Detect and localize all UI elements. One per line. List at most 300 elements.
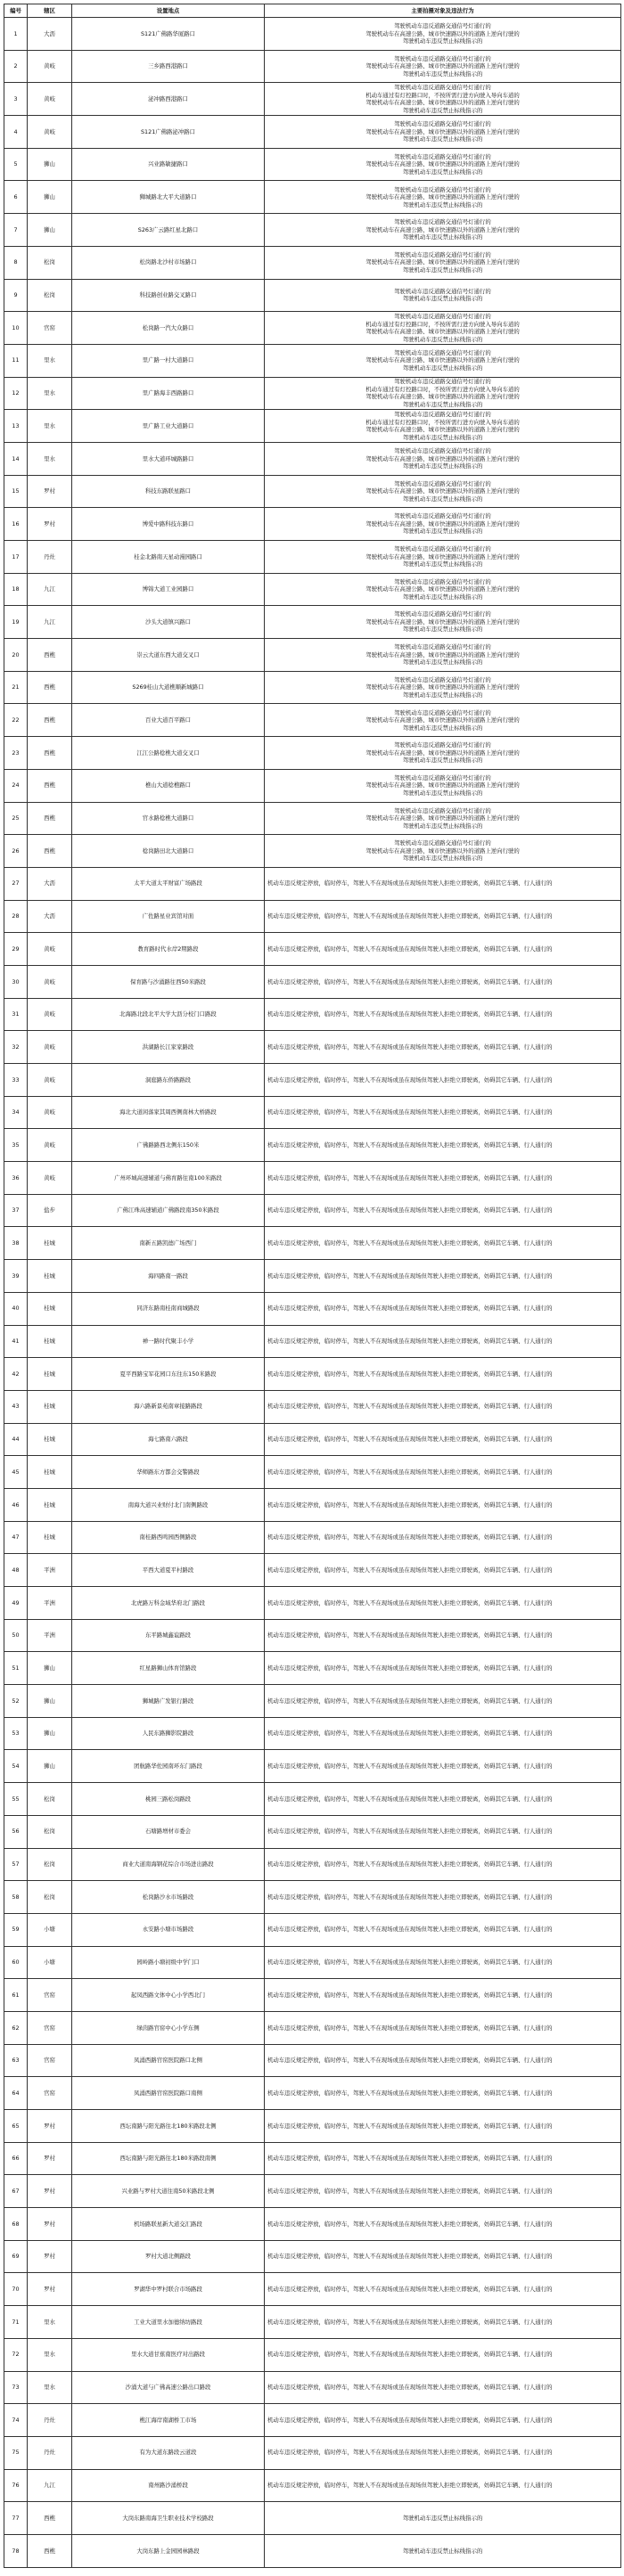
row-district: 黄岐 [28, 1096, 72, 1129]
table-row [4, 900, 621, 933]
row-location: S121广佛路华厦路口 [72, 18, 265, 51]
row-district: 罗村 [28, 508, 72, 541]
row-behavior: 驾驶机动车违反道路交通信号灯通行的 机动车通过有灯控路口时，不按所需行进方向驶入导向车道的 驾驶机动车在高速公路、城市快速路以外的道路上逆向行驶的 驾驶机动车违反禁止标线指示的 [265, 410, 621, 443]
row-district: 西樵 [28, 769, 72, 802]
table-row [4, 1096, 621, 1129]
row-district: 里水 [28, 2306, 72, 2339]
table-row [4, 1227, 621, 1260]
row-district: 桂城 [28, 1292, 72, 1325]
row-behavior: 驾驶机动车违反道路交通信号灯通行的 驾驶机动车在高速公路、城市快速路以外的道路上逆向行驶的 驾驶机动车违反禁止标线指示的 [265, 671, 621, 704]
row-district: 狮山 [28, 1750, 72, 1783]
row-district: 里水 [28, 410, 72, 443]
row-behavior: 驾驶机动车违反道路交通信号灯通行的 驾驶机动车在高速公路、城市快速路以外的道路上逆向行驶的 驾驶机动车违反禁止标线指示的 [265, 606, 621, 639]
row-number: 36 [4, 1162, 28, 1195]
row-district: 官窑 [28, 2044, 72, 2077]
row-number: 72 [4, 2338, 28, 2371]
row-behavior: 机动车违反规定停放，临时停车，驾驶人不在现场或虽在现场但驾驶人拒绝立即驶离，妨碍其它车辆、行人通行的 [265, 2142, 621, 2175]
row-behavior: 机动车违反规定停放，临时停车，驾驶人不在现场或虽在现场但驾驶人拒绝立即驶离，妨碍其它车辆、行人通行的 [265, 1292, 621, 1325]
row-number: 45 [4, 1456, 28, 1489]
row-district: 桂城 [28, 1358, 72, 1391]
row-number: 23 [4, 737, 28, 770]
row-behavior: 机动车违反规定停放，临时停车，驾驶人不在现场或虽在现场但驾驶人拒绝立即驶离，妨碍其它车辆、行人通行的 [265, 1979, 621, 2012]
table-row [4, 1423, 621, 1456]
row-district: 里水 [28, 344, 72, 377]
row-number: 16 [4, 508, 28, 541]
row-district: 平洲 [28, 1554, 72, 1587]
row-location: 里广路海丰西路路口 [72, 377, 265, 410]
row-location: 桂金北路南天星动漫园路口 [72, 541, 265, 574]
row-district: 西樵 [28, 671, 72, 704]
table-row [4, 802, 621, 835]
row-number: 43 [4, 1390, 28, 1423]
row-location: 机场路联星新大道交汇路段 [72, 2208, 265, 2241]
row-behavior: 机动车违反规定停放，临时停车，驾驶人不在现场或虽在现场但驾驶人拒绝立即驶离，妨碍其它车辆、行人通行的 [265, 2240, 621, 2273]
row-number: 76 [4, 2469, 28, 2502]
row-number: 32 [4, 1031, 28, 1064]
row-number: 65 [4, 2110, 28, 2143]
row-location: 兴业路与罗村大道往南50米路段北侧 [72, 2175, 265, 2208]
row-location: 广佛路路西北侧东150米 [72, 1129, 265, 1162]
row-district: 罗村 [28, 2273, 72, 2306]
table-row [4, 116, 621, 149]
table-row [4, 2534, 621, 2567]
row-location: 华师路东方都会交警路段 [72, 1456, 265, 1489]
row-behavior: 机动车违反规定停放，临时停车，驾驶人不在现场或虽在现场但驾驶人拒绝立即驶离，妨碍其它车辆、行人通行的 [265, 1227, 621, 1260]
table-row [4, 2044, 621, 2077]
row-number: 24 [4, 769, 28, 802]
table-body [4, 18, 621, 2568]
table-row [4, 998, 621, 1031]
table-row [4, 1587, 621, 1620]
row-location: 桃园三路松岗路段 [72, 1783, 265, 1816]
row-behavior: 驾驶机动车违反道路交通信号灯通行的 驾驶机动车在高速公路、城市快速路以外的道路上逆向行驶的 驾驶机动车违反禁止标线指示的 [265, 737, 621, 770]
header-behavior: 主要拍摄对象及违法行为 [265, 4, 621, 18]
row-location: 太平大道太平财富广场路段 [72, 867, 265, 900]
row-number: 58 [4, 1881, 28, 1914]
row-district: 黄岐 [28, 1162, 72, 1195]
row-behavior: 机动车违反规定停放，临时停车，驾驶人不在现场或虽在现场但驾驶人拒绝立即驶离，妨碍其它车辆、行人通行的 [265, 2273, 621, 2306]
row-location: 北海路北段北平大学大沥分校门口路段 [72, 998, 265, 1031]
row-district: 松岗 [28, 1783, 72, 1816]
row-behavior: 机动车违反规定停放，临时停车，驾驶人不在现场或虽在现场但驾驶人拒绝立即驶离，妨碍其它车辆、行人通行的 [265, 1717, 621, 1750]
row-behavior: 驾驶机动车违反道路交通信号灯通行的 驾驶机动车在高速公路、城市快速路以外的道路上逆向行驶的 驾驶机动车违反禁止标线指示的 [265, 246, 621, 279]
row-district: 大沥 [28, 867, 72, 900]
row-number: 7 [4, 214, 28, 247]
row-number: 69 [4, 2240, 28, 2273]
row-behavior: 机动车违反规定停放，临时停车，驾驶人不在现场或虽在现场但驾驶人拒绝立即驶离，妨碍其它车辆、行人通行的 [265, 1260, 621, 1293]
table-row [4, 1717, 621, 1750]
row-location: S269桂山大道樵顺新城路口 [72, 671, 265, 704]
row-location: 兴业路敏捷路口 [72, 148, 265, 181]
row-district: 黄岐 [28, 83, 72, 116]
row-number: 18 [4, 573, 28, 606]
row-location: S263广云路红星北路口 [72, 214, 265, 247]
row-behavior: 驾驶机动车违反道路交通信号灯通行的 驾驶机动车在高速公路、城市快速路以外的道路上逆向行驶的 驾驶机动车违反禁止标线指示的 [265, 835, 621, 868]
row-location: 松岗路沙水市场路段 [72, 1881, 265, 1914]
table-row [4, 1488, 621, 1521]
row-behavior: 驾驶机动车违反道路交通信号灯通行的 驾驶机动车在高速公路、城市快速路以外的道路上逆向行驶的 驾驶机动车违反禁止标线指示的 [265, 116, 621, 149]
row-location: 博爱中路科技东路口 [72, 508, 265, 541]
row-behavior: 机动车违反规定停放，临时停车，驾驶人不在现场或虽在现场但驾驶人拒绝立即驶离，妨碍其它车辆、行人通行的 [265, 1881, 621, 1914]
table-row [4, 2110, 621, 2143]
table-row [4, 1325, 621, 1358]
row-number: 59 [4, 1913, 28, 1946]
row-location: 工业大道里水加德纳坊路段 [72, 2306, 265, 2339]
row-location: 里广路工业大道路口 [72, 410, 265, 443]
table-row [4, 737, 621, 770]
row-district: 官窑 [28, 2077, 72, 2110]
row-location: 科技路创业路交叉路口 [72, 279, 265, 312]
row-behavior: 驾驶机动车违反道路交通信号灯通行的 机动车通过有灯控路口时，不按所需行进方向驶入导向车道的 驾驶机动车在高速公路、城市快速路以外的道路上逆向行驶的 驾驶机动车违反禁止标线指示的 [265, 377, 621, 410]
row-behavior: 机动车违反规定停放，临时停车，驾驶人不在现场或虽在现场但驾驶人拒绝立即驶离，妨碍其它车辆、行人通行的 [265, 1162, 621, 1195]
row-number: 61 [4, 1979, 28, 2012]
row-district: 里水 [28, 2371, 72, 2404]
row-behavior: 机动车违反规定停放，临时停车，驾驶人不在现场或虽在现场但驾驶人拒绝立即驶离，妨碍其它车辆、行人通行的 [265, 867, 621, 900]
row-district: 里水 [28, 377, 72, 410]
row-number: 29 [4, 933, 28, 966]
row-district: 桂城 [28, 1521, 72, 1554]
table-row [4, 2011, 621, 2044]
row-number: 51 [4, 1652, 28, 1685]
table-row [4, 1685, 621, 1718]
row-behavior: 机动车违反规定停放，临时停车，驾驶人不在现场或虽在现场但驾驶人拒绝立即驶离，妨碍其它车辆、行人通行的 [265, 2044, 621, 2077]
row-number: 5 [4, 148, 28, 181]
table-row [4, 1815, 621, 1848]
row-number: 11 [4, 344, 28, 377]
table-row [4, 933, 621, 966]
row-number: 52 [4, 1685, 28, 1718]
row-behavior: 机动车违反规定停放，临时停车，驾驶人不在现场或虽在现场但驾驶人拒绝立即驶离，妨碍其它车辆、行人通行的 [265, 1456, 621, 1489]
row-district: 黄岐 [28, 1031, 72, 1064]
row-number: 74 [4, 2404, 28, 2437]
header-num: 编号 [4, 4, 28, 18]
table-row [4, 1913, 621, 1946]
row-behavior: 机动车违反规定停放，临时停车，驾驶人不在现场或虽在现场但驾驶人拒绝立即驶离，妨碍其它车辆、行人通行的 [265, 900, 621, 933]
table-row [4, 639, 621, 672]
table-row [4, 1031, 621, 1064]
table-row [4, 2142, 621, 2175]
row-location: 西坛南路与阳光路往北180米路段南侧 [72, 2142, 265, 2175]
row-location: 泌冲路西港路口 [72, 83, 265, 116]
row-location: 科技东路联星路口 [72, 475, 265, 508]
row-location: 团航路华佐园南环东门路段 [72, 1750, 265, 1783]
row-number: 9 [4, 279, 28, 312]
row-location: 樵山大道稔樵路口 [72, 769, 265, 802]
row-district: 官窑 [28, 2011, 72, 2044]
row-location: 百业大道百平路口 [72, 704, 265, 737]
row-behavior: 机动车违反规定停放，临时停车，驾驶人不在现场或虽在现场但驾驶人拒绝立即驶离，妨碍其它车辆、行人通行的 [265, 2306, 621, 2339]
row-behavior: 驾驶机动车违反道路交通信号灯通行的 机动车通过有灯控路口时，不按所需行进方向驶入导向车道的 驾驶机动车在高速公路、城市快速路以外的道路上逆向行驶的 驾驶机动车违反禁止标线指示的 [265, 83, 621, 116]
row-number: 62 [4, 2011, 28, 2044]
table-row [4, 1162, 621, 1195]
row-district: 平洲 [28, 1587, 72, 1620]
row-district: 罗村 [28, 2142, 72, 2175]
row-behavior: 驾驶机动车违反道路交通信号灯通行的 驾驶机动车在高速公路、城市快速路以外的道路上逆向行驶的 驾驶机动车违反禁止标线指示的 [265, 475, 621, 508]
table-row [4, 1292, 621, 1325]
row-number: 42 [4, 1358, 28, 1391]
table-row [4, 2404, 621, 2437]
table-row [4, 2306, 621, 2339]
table-row [4, 1064, 621, 1097]
row-behavior: 机动车违反规定停放，临时停车，驾驶人不在现场或虽在现场但驾驶人拒绝立即驶离，妨碍其它车辆、行人通行的 [265, 1554, 621, 1587]
table-row [4, 344, 621, 377]
row-location: 罗湖华中罗村联合市场路段 [72, 2273, 265, 2306]
table-row [4, 1750, 621, 1783]
table-row [4, 1848, 621, 1881]
row-location: 洞庭路东侨路路段 [72, 1064, 265, 1097]
table-row [4, 1456, 621, 1489]
row-behavior: 机动车违反规定停放，临时停车，驾驶人不在现场或虽在现场但驾驶人拒绝立即驶离，妨碍其它车辆、行人通行的 [265, 2436, 621, 2469]
table-row [4, 965, 621, 998]
row-number: 63 [4, 2044, 28, 2077]
row-district: 西樵 [28, 2534, 72, 2567]
row-number: 1 [4, 18, 28, 51]
row-behavior: 驾驶机动车违反道路交通信号灯通行的 驾驶机动车在高速公路、城市快速路以外的道路上逆向行驶的 驾驶机动车违反禁止标线指示的 [265, 442, 621, 475]
row-number: 27 [4, 867, 28, 900]
row-behavior: 驾驶机动车违反道路交通信号灯通行的 驾驶机动车在高速公路、城市快速路以外的道路上逆向行驶的 驾驶机动车违反禁止标线指示的 [265, 18, 621, 51]
row-behavior: 驾驶机动车违反道路交通信号灯通行的 驾驶机动车在高速公路、城市快速路以外的道路上逆向行驶的 驾驶机动车违反禁止标线指示的 [265, 802, 621, 835]
row-number: 55 [4, 1783, 28, 1816]
table-row [4, 18, 621, 51]
row-district: 黄岐 [28, 116, 72, 149]
row-district: 九江 [28, 573, 72, 606]
row-location: 凤涌西路官窑医院路口南侧 [72, 2077, 265, 2110]
row-location: 狮城路广发银行路段 [72, 1685, 265, 1718]
row-number: 40 [4, 1292, 28, 1325]
row-location: 海北大道闲落家其周西侧南林大桥路段 [72, 1096, 265, 1129]
row-location: 起凤西路文体中心小学西北门 [72, 1979, 265, 2012]
row-location: 同济东路南桂南商城路段 [72, 1292, 265, 1325]
row-number: 41 [4, 1325, 28, 1358]
table-row [4, 541, 621, 574]
row-behavior: 驾驶机动车违反道路交通信号灯通行的 驾驶机动车在高速公路、城市快速路以外的道路上逆向行驶的 驾驶机动车违反禁止标线指示的 [265, 344, 621, 377]
row-district: 松岗 [28, 279, 72, 312]
row-location: 平西大道夏平村路段 [72, 1554, 265, 1587]
row-district: 黄岐 [28, 933, 72, 966]
row-number: 25 [4, 802, 28, 835]
row-district: 桂城 [28, 1456, 72, 1489]
row-behavior: 机动车违反规定停放，临时停车，驾驶人不在现场或虽在现场但驾驶人拒绝立即驶离，妨碍其它车辆、行人通行的 [265, 1848, 621, 1881]
row-district: 罗村 [28, 2208, 72, 2241]
table-row [4, 1979, 621, 2012]
row-district: 黄岐 [28, 50, 72, 83]
row-location: 江江公路稔樵大道交叉口 [72, 737, 265, 770]
row-location: 商业大道南海钢花综合市场进出路段 [72, 1848, 265, 1881]
table-row [4, 181, 621, 214]
row-location: 南州路沙涌桥段 [72, 2469, 265, 2502]
row-location: 南桂路西鸣园西侧路段 [72, 1521, 265, 1554]
row-district: 罗村 [28, 2110, 72, 2143]
row-behavior: 机动车违反规定停放，临时停车，驾驶人不在现场或虽在现场但驾驶人拒绝立即驶离，妨碍其它车辆、行人通行的 [265, 1358, 621, 1391]
table-row [4, 2077, 621, 2110]
table-row [4, 1521, 621, 1554]
row-behavior: 驾驶机动车违反道路交通信号灯通行的 驾驶机动车在高速公路、城市快速路以外的道路上逆向行驶的 驾驶机动车违反禁止标线指示的 [265, 639, 621, 672]
row-behavior: 驾驶机动车违反道路交通信号灯通行的 驾驶机动车在高速公路、城市快速路以外的道路上逆向行驶的 驾驶机动车违反禁止标线指示的 [265, 508, 621, 541]
table-row [4, 2240, 621, 2273]
row-location: 东平路城鑫谊路段 [72, 1619, 265, 1652]
row-district: 桂城 [28, 1488, 72, 1521]
row-number: 68 [4, 2208, 28, 2241]
row-location: 海七路南六路段 [72, 1423, 265, 1456]
row-number: 67 [4, 2175, 28, 2208]
row-number: 64 [4, 2077, 28, 2110]
row-district: 黄岐 [28, 1129, 72, 1162]
row-behavior: 机动车违反规定停放，临时停车，驾驶人不在现场或虽在现场但驾驶人拒绝立即驶离，妨碍其它车辆、行人通行的 [265, 2110, 621, 2143]
row-number: 49 [4, 1587, 28, 1620]
row-district: 西樵 [28, 802, 72, 835]
row-district: 罗村 [28, 2175, 72, 2208]
row-number: 71 [4, 2306, 28, 2339]
row-behavior: 机动车违反规定停放，临时停车，驾驶人不在现场或虽在现场但驾驶人拒绝立即驶离，妨碍其它车辆、行人通行的 [265, 2371, 621, 2404]
row-location: 罗村大道北侧路段 [72, 2240, 265, 2273]
row-district: 九江 [28, 606, 72, 639]
row-number: 46 [4, 1488, 28, 1521]
table-row [4, 2469, 621, 2502]
row-district: 狮山 [28, 214, 72, 247]
row-location: 夏平西路宝军花园口东往东150米路段 [72, 1358, 265, 1391]
row-district: 里水 [28, 442, 72, 475]
row-behavior: 机动车违反规定停放，临时停车，驾驶人不在现场或虽在现场但驾驶人拒绝立即驶离，妨碍其它车辆、行人通行的 [265, 1750, 621, 1783]
table-row [4, 2175, 621, 2208]
row-district: 松岗 [28, 1881, 72, 1914]
row-location: 沙头大道镇兴路口 [72, 606, 265, 639]
row-location: 稔岗路田北大道路口 [72, 835, 265, 868]
row-district: 平洲 [28, 1619, 72, 1652]
row-number: 17 [4, 541, 28, 574]
row-behavior: 机动车违反规定停放，临时停车，驾驶人不在现场或虽在现场但驾驶人拒绝立即驶离，妨碍其它车辆、行人通行的 [265, 2175, 621, 2208]
row-behavior: 机动车违反规定停放，临时停车，驾驶人不在现场或虽在现场但驾驶人拒绝立即驶离，妨碍其它车辆、行人通行的 [265, 965, 621, 998]
table-row [4, 1619, 621, 1652]
row-behavior: 机动车违反规定停放，临时停车，驾驶人不在现场或虽在现场但驾驶人拒绝立即驶离，妨碍其它车辆、行人通行的 [265, 1325, 621, 1358]
row-district: 丹灶 [28, 541, 72, 574]
header-location: 设置地点 [72, 4, 265, 18]
row-number: 56 [4, 1815, 28, 1848]
row-district: 官窑 [28, 312, 72, 345]
table-row [4, 83, 621, 116]
row-number: 77 [4, 2502, 28, 2535]
row-location: 官水路稔樵大道路口 [72, 802, 265, 835]
row-location: 三乡路西港路口 [72, 50, 265, 83]
row-behavior: 机动车违反规定停放，临时停车，驾驶人不在现场或虽在现场但驾驶人拒绝立即驶离，妨碍其它车辆、行人通行的 [265, 1488, 621, 1521]
row-location: 狮城路北大平大道路口 [72, 181, 265, 214]
row-behavior: 驾驶机动车违反禁止标线指示的 [265, 2502, 621, 2535]
row-behavior: 机动车违反规定停放，临时停车，驾驶人不在现场或虽在现场但驾驶人拒绝立即驶离，妨碍其它车辆、行人通行的 [265, 933, 621, 966]
row-number: 73 [4, 2371, 28, 2404]
row-district: 里水 [28, 2338, 72, 2371]
table-row [4, 2338, 621, 2371]
row-behavior: 机动车违反规定停放，临时停车，驾驶人不在现场或虽在现场但驾驶人拒绝立即驶离，妨碍其它车辆、行人通行的 [265, 1619, 621, 1652]
table-row [4, 148, 621, 181]
row-number: 78 [4, 2534, 28, 2567]
table-row [4, 1390, 621, 1423]
row-number: 21 [4, 671, 28, 704]
row-number: 54 [4, 1750, 28, 1783]
row-location: 樵江海岸南湖桥工市场 [72, 2404, 265, 2437]
table-row [4, 704, 621, 737]
row-number: 57 [4, 1848, 28, 1881]
row-location: 大岗东路上金园园林路段 [72, 2534, 265, 2567]
row-behavior: 驾驶机动车违反道路交通信号灯通行的 驾驶机动车在高速公路、城市快速路以外的道路上逆向行驶的 驾驶机动车违反禁止标线指示的 [265, 573, 621, 606]
table-row [4, 2436, 621, 2469]
row-location: 西坛南路与阳光路往北180米路段北侧 [72, 2110, 265, 2143]
table-row [4, 50, 621, 83]
row-location: 海四路南一路段 [72, 1260, 265, 1293]
row-number: 30 [4, 965, 28, 998]
row-district: 桂城 [28, 1423, 72, 1456]
row-number: 3 [4, 83, 28, 116]
row-location: 凤涌西路官窑医院路口北侧 [72, 2044, 265, 2077]
table-row [4, 1260, 621, 1293]
table-row [4, 573, 621, 606]
row-number: 34 [4, 1096, 28, 1129]
row-district: 罗村 [28, 2240, 72, 2273]
row-behavior: 驾驶机动车违反道路交通信号灯通行的 驾驶机动车在高速公路、城市快速路以外的道路上逆向行驶的 驾驶机动车违反禁止标线指示的 [265, 148, 621, 181]
row-district: 丹灶 [28, 2436, 72, 2469]
row-location: 禅一路时代聚丰小学 [72, 1325, 265, 1358]
row-district: 桂城 [28, 1227, 72, 1260]
table-row [4, 1783, 621, 1816]
table-row [4, 279, 621, 312]
row-number: 22 [4, 704, 28, 737]
row-location: 绿茵路官窑中心小学东侧 [72, 2011, 265, 2044]
row-number: 12 [4, 377, 28, 410]
table-row [4, 410, 621, 443]
table-row [4, 1194, 621, 1227]
row-behavior: 机动车违反规定停放，临时停车，驾驶人不在现场或虽在现场但驾驶人拒绝立即驶离，妨碍其它车辆、行人通行的 [265, 1685, 621, 1718]
row-district: 黄岐 [28, 1064, 72, 1097]
row-behavior: 驾驶机动车违反道路交通信号灯通行的 驾驶机动车在高速公路、城市快速路以外的道路上逆向行驶的 驾驶机动车违反禁止标线指示的 [265, 704, 621, 737]
header-district: 辖区 [28, 4, 72, 18]
row-behavior: 驾驶机动车违反道路交通信号灯通行的 驾驶机动车在高速公路、城市快速路以外的道路上逆向行驶的 驾驶机动车违反禁止标线指示的 [265, 769, 621, 802]
table-row [4, 1881, 621, 1914]
row-number: 19 [4, 606, 28, 639]
row-location: S121广佛路泌冲路口 [72, 116, 265, 149]
row-district: 罗村 [28, 475, 72, 508]
table-row [4, 214, 621, 247]
row-behavior: 驾驶机动车违反道路交通信号灯通行的 驾驶机动车在高速公路、城市快速路以外的道路上逆向行驶的 驾驶机动车违反禁止标线指示的 [265, 214, 621, 247]
row-behavior: 机动车违反规定停放，临时停车，驾驶人不在现场或虽在现场但驾驶人拒绝立即驶离，妨碍其它车辆、行人通行的 [265, 1423, 621, 1456]
table-row [4, 1129, 621, 1162]
row-behavior: 机动车违反规定停放，临时停车，驾驶人不在现场或虽在现场但驾驶人拒绝立即驶离，妨碍其它车辆、行人通行的 [265, 998, 621, 1031]
row-number: 33 [4, 1064, 28, 1097]
table-row [4, 671, 621, 704]
row-district: 松岗 [28, 1815, 72, 1848]
table-row [4, 475, 621, 508]
table-row [4, 377, 621, 410]
table-row [4, 2371, 621, 2404]
row-behavior: 机动车违反规定停放，临时停车，驾驶人不在现场或虽在现场但驾驶人拒绝立即驶离，妨碍其它车辆、行人通行的 [265, 1587, 621, 1620]
row-behavior: 驾驶机动车违反道路交通信号灯通行的 驾驶机动车在高速公路、城市快速路以外的道路上逆向行驶的 驾驶机动车违反禁止标线指示的 [265, 50, 621, 83]
row-number: 47 [4, 1521, 28, 1554]
table-row [4, 508, 621, 541]
row-district: 西樵 [28, 639, 72, 672]
camera-location-table [4, 4, 621, 2568]
row-number: 35 [4, 1129, 28, 1162]
table-row [4, 1554, 621, 1587]
row-district: 狮山 [28, 181, 72, 214]
table-row [4, 835, 621, 868]
row-location: 永安路小塘市场路段 [72, 1913, 265, 1946]
row-district: 大沥 [28, 18, 72, 51]
row-behavior: 机动车违反规定停放，临时停车，驾驶人不在现场或虽在现场但驾驶人拒绝立即驶离，妨碍其它车辆、行人通行的 [265, 1652, 621, 1685]
row-number: 75 [4, 2436, 28, 2469]
row-location: 教育路时代水岸2期路段 [72, 933, 265, 966]
row-location: 松岗路一汽大众路口 [72, 312, 265, 345]
table-row [4, 1946, 621, 1979]
row-behavior: 机动车违反规定停放，临时停车，驾驶人不在现场或虽在现场但驾驶人拒绝立即驶离，妨碍其它车辆、行人通行的 [265, 2469, 621, 2502]
row-district: 西樵 [28, 2502, 72, 2535]
row-behavior: 机动车违反规定停放，临时停车，驾驶人不在现场或虽在现场但驾驶人拒绝立即驶离，妨碍其它车辆、行人通行的 [265, 1194, 621, 1227]
